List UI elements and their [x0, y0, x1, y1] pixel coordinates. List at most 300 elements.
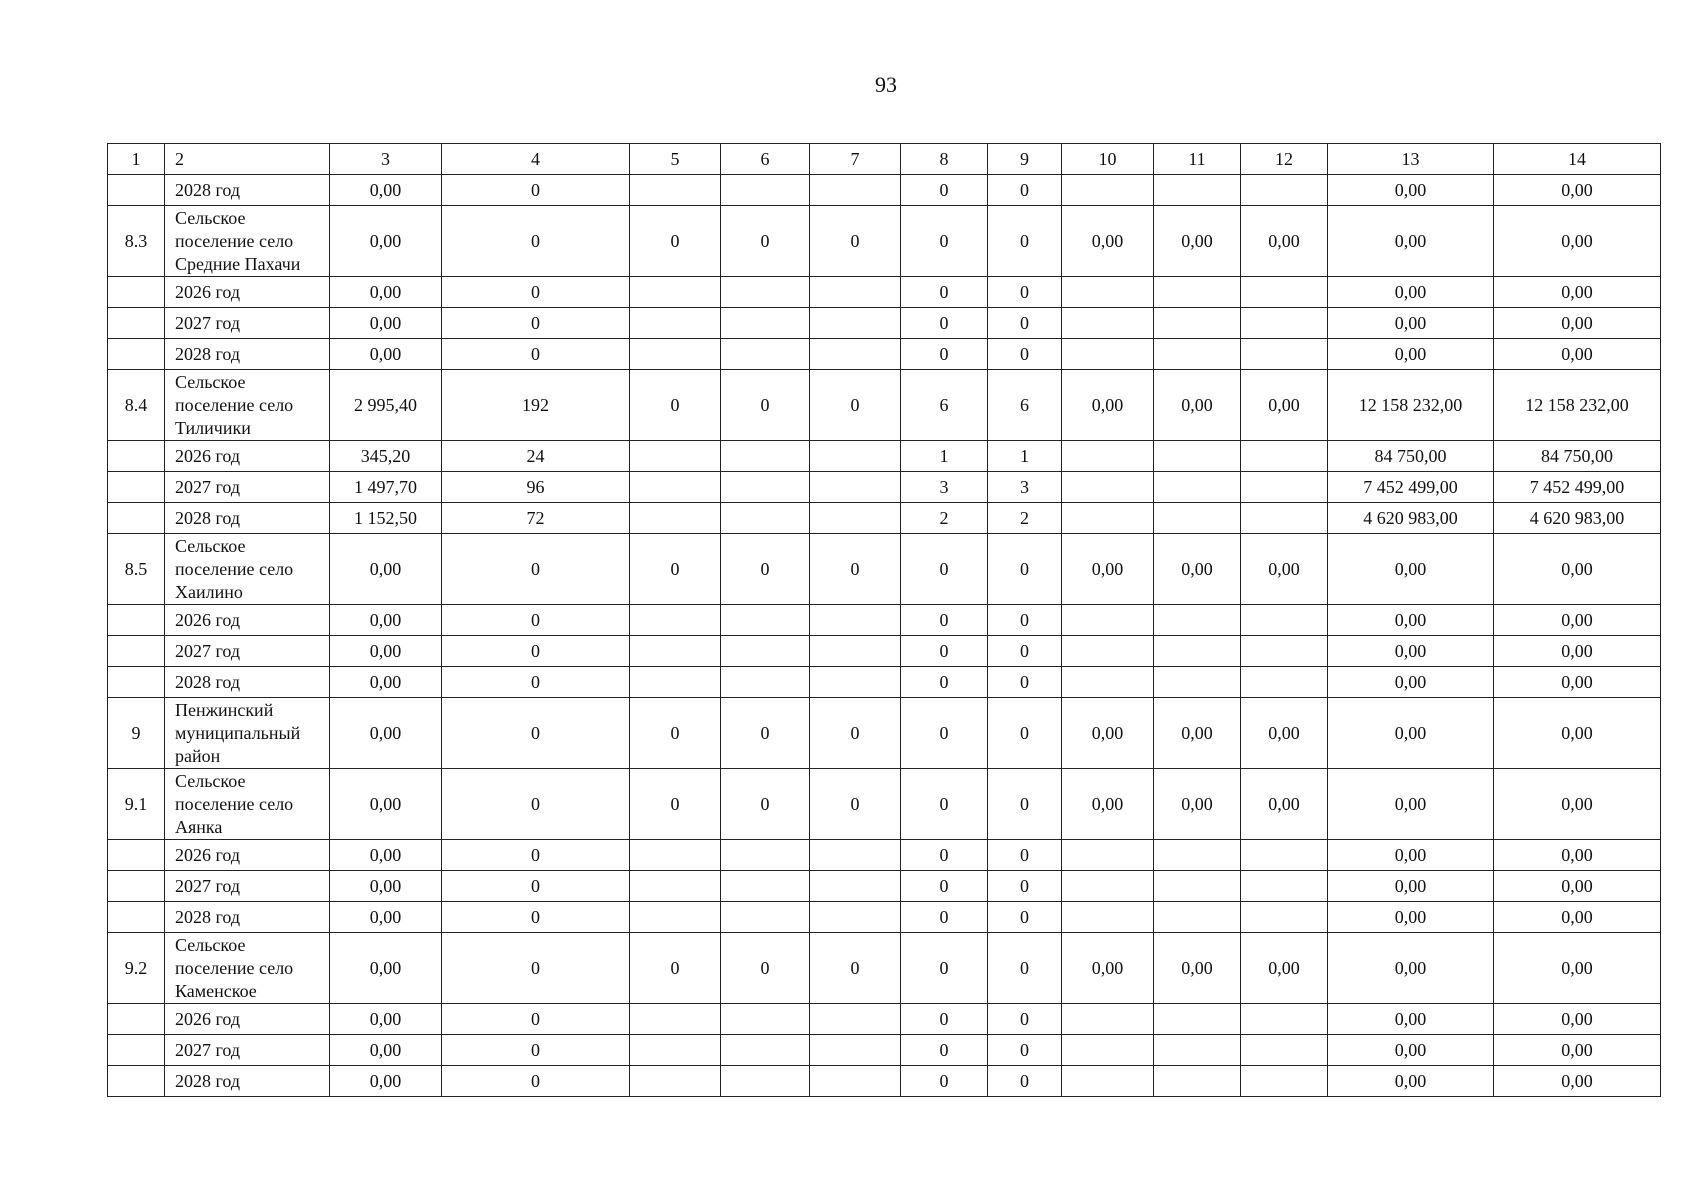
body-cell-col-3: 0,00: [330, 840, 442, 871]
body-cell-col-10: 0,00: [1062, 206, 1154, 277]
header-cell-col-8: 8: [901, 144, 988, 175]
body-cell-col-4: 96: [442, 472, 630, 503]
body-cell-col-9: 0: [988, 308, 1062, 339]
page-number: 93: [875, 72, 897, 97]
body-cell-col-10: [1062, 175, 1154, 206]
header-cell-col-1: 1: [108, 144, 165, 175]
body-cell-col-9: 0: [988, 636, 1062, 667]
body-cell-col-9: 1: [988, 441, 1062, 472]
body-cell-col-3: 0,00: [330, 1004, 442, 1035]
body-cell-col-6: 0: [721, 933, 810, 1004]
body-cell-col-3: 0,00: [330, 636, 442, 667]
body-cell-col-12: 0,00: [1241, 769, 1328, 840]
body-cell-col-4: 0: [442, 636, 630, 667]
body-cell-col-2: Сельское поселение село Каменское: [165, 933, 330, 1004]
body-cell-col-2: 2028 год: [165, 503, 330, 534]
body-cell-col-11: [1154, 339, 1241, 370]
body-cell-col-7: [810, 605, 901, 636]
body-cell-col-3: 0,00: [330, 871, 442, 902]
body-cell-col-1: 9.2: [108, 933, 165, 1004]
table-row: [108, 175, 1661, 206]
header-cell-col-5: 5: [630, 144, 721, 175]
body-cell-col-10: 0,00: [1062, 769, 1154, 840]
header-cell-col-13: 13: [1328, 144, 1494, 175]
body-cell-col-11: [1154, 605, 1241, 636]
body-cell-col-5: 0: [630, 698, 721, 769]
body-cell-col-2: 2027 год: [165, 1035, 330, 1066]
body-cell-col-11: [1154, 1004, 1241, 1035]
body-cell-col-10: [1062, 636, 1154, 667]
body-cell-col-9: 0: [988, 871, 1062, 902]
body-cell-col-3: 0,00: [330, 769, 442, 840]
body-cell-col-4: 0: [442, 206, 630, 277]
body-cell-col-8: 0: [901, 1066, 988, 1097]
body-cell-col-5: [630, 636, 721, 667]
body-cell-col-6: [721, 441, 810, 472]
body-cell-col-14: 4 620 983,00: [1494, 503, 1661, 534]
body-cell-col-8: 6: [901, 370, 988, 441]
body-cell-col-4: 0: [442, 667, 630, 698]
body-cell-col-11: [1154, 277, 1241, 308]
body-cell-col-9: 0: [988, 277, 1062, 308]
body-cell-col-11: [1154, 636, 1241, 667]
table-row: [108, 605, 1661, 636]
body-cell-col-9: 0: [988, 840, 1062, 871]
body-cell-col-12: [1241, 339, 1328, 370]
body-cell-col-4: 0: [442, 871, 630, 902]
body-cell-col-2: 2026 год: [165, 1004, 330, 1035]
body-cell-col-11: 0,00: [1154, 370, 1241, 441]
body-cell-col-12: [1241, 308, 1328, 339]
body-cell-col-14: 7 452 499,00: [1494, 472, 1661, 503]
body-cell-col-14: 0,00: [1494, 636, 1661, 667]
header-cell-col-12: 12: [1241, 144, 1328, 175]
body-cell-col-14: 0,00: [1494, 206, 1661, 277]
body-cell-col-8: 3: [901, 472, 988, 503]
table-row: [108, 667, 1661, 698]
body-cell-col-6: [721, 339, 810, 370]
body-cell-col-10: [1062, 871, 1154, 902]
body-cell-col-7: [810, 1066, 901, 1097]
body-cell-col-11: [1154, 1035, 1241, 1066]
body-cell-col-2: 2028 год: [165, 339, 330, 370]
body-cell-col-7: [810, 472, 901, 503]
body-cell-col-13: 0,00: [1328, 339, 1494, 370]
body-cell-col-2: 2026 год: [165, 605, 330, 636]
body-cell-col-5: [630, 667, 721, 698]
body-cell-col-13: 0,00: [1328, 175, 1494, 206]
body-cell-col-13: 0,00: [1328, 769, 1494, 840]
body-cell-col-6: [721, 1004, 810, 1035]
body-cell-col-13: 0,00: [1328, 636, 1494, 667]
body-cell-col-6: [721, 503, 810, 534]
body-cell-col-10: 0,00: [1062, 534, 1154, 605]
body-cell-col-10: [1062, 472, 1154, 503]
body-cell-col-5: 0: [630, 206, 721, 277]
body-cell-col-1: [108, 667, 165, 698]
body-cell-col-4: 0: [442, 769, 630, 840]
body-cell-col-6: [721, 1035, 810, 1066]
table-row: [108, 769, 1661, 840]
header-cell-col-10: 10: [1062, 144, 1154, 175]
body-cell-col-10: [1062, 277, 1154, 308]
body-cell-col-4: 0: [442, 1035, 630, 1066]
body-cell-col-14: 0,00: [1494, 1035, 1661, 1066]
body-cell-col-7: 0: [810, 698, 901, 769]
body-cell-col-3: 2 995,40: [330, 370, 442, 441]
body-cell-col-8: 0: [901, 175, 988, 206]
body-cell-col-7: 0: [810, 769, 901, 840]
body-cell-col-11: [1154, 871, 1241, 902]
header-cell-col-7: 7: [810, 144, 901, 175]
body-cell-col-1: [108, 472, 165, 503]
body-cell-col-4: 0: [442, 840, 630, 871]
body-cell-col-6: [721, 605, 810, 636]
body-cell-col-5: [630, 605, 721, 636]
body-cell-col-4: 0: [442, 339, 630, 370]
body-cell-col-6: [721, 1066, 810, 1097]
body-cell-col-1: [108, 1004, 165, 1035]
body-cell-col-2: 2027 год: [165, 636, 330, 667]
body-cell-col-1: [108, 175, 165, 206]
body-cell-col-14: 0,00: [1494, 769, 1661, 840]
body-cell-col-14: 12 158 232,00: [1494, 370, 1661, 441]
body-cell-col-2: 2027 год: [165, 472, 330, 503]
body-cell-col-12: [1241, 605, 1328, 636]
body-cell-col-13: 0,00: [1328, 1035, 1494, 1066]
body-cell-col-14: 0,00: [1494, 339, 1661, 370]
table-row: [108, 1004, 1661, 1035]
body-cell-col-11: 0,00: [1154, 933, 1241, 1004]
table-row: [108, 277, 1661, 308]
body-cell-col-10: [1062, 902, 1154, 933]
body-cell-col-13: 0,00: [1328, 1004, 1494, 1035]
body-cell-col-11: [1154, 503, 1241, 534]
body-cell-col-5: [630, 308, 721, 339]
body-cell-col-10: [1062, 667, 1154, 698]
body-cell-col-13: 0,00: [1328, 840, 1494, 871]
body-cell-col-12: [1241, 667, 1328, 698]
body-cell-col-5: [630, 902, 721, 933]
body-cell-col-4: 24: [442, 441, 630, 472]
table-row: [108, 871, 1661, 902]
body-cell-col-5: 0: [630, 534, 721, 605]
body-cell-col-14: 0,00: [1494, 871, 1661, 902]
body-cell-col-10: 0,00: [1062, 933, 1154, 1004]
body-cell-col-9: 0: [988, 1004, 1062, 1035]
body-cell-col-3: 0,00: [330, 698, 442, 769]
body-cell-col-3: 0,00: [330, 534, 442, 605]
body-cell-col-14: 0,00: [1494, 1004, 1661, 1035]
body-cell-col-1: [108, 605, 165, 636]
body-cell-col-2: 2026 год: [165, 277, 330, 308]
body-cell-col-11: [1154, 308, 1241, 339]
table-row: [108, 370, 1661, 441]
body-cell-col-12: [1241, 503, 1328, 534]
body-cell-col-9: 3: [988, 472, 1062, 503]
body-cell-col-8: 0: [901, 840, 988, 871]
body-cell-col-1: 8.5: [108, 534, 165, 605]
body-cell-col-2: Сельское поселение село Тиличики: [165, 370, 330, 441]
body-cell-col-8: 0: [901, 636, 988, 667]
body-cell-col-1: [108, 1066, 165, 1097]
body-cell-col-12: [1241, 441, 1328, 472]
body-cell-col-14: 0,00: [1494, 308, 1661, 339]
body-cell-col-12: [1241, 840, 1328, 871]
body-cell-col-8: 0: [901, 933, 988, 1004]
body-cell-col-6: [721, 902, 810, 933]
body-cell-col-3: 0,00: [330, 339, 442, 370]
body-cell-col-13: 0,00: [1328, 871, 1494, 902]
body-cell-col-11: [1154, 175, 1241, 206]
header-cell-col-4: 4: [442, 144, 630, 175]
body-cell-col-7: 0: [810, 370, 901, 441]
body-cell-col-6: [721, 277, 810, 308]
body-cell-col-10: [1062, 605, 1154, 636]
body-cell-col-6: [721, 667, 810, 698]
header-cell-col-6: 6: [721, 144, 810, 175]
body-cell-col-10: [1062, 441, 1154, 472]
table-row: [108, 534, 1661, 605]
body-cell-col-3: 0,00: [330, 933, 442, 1004]
body-cell-col-3: 0,00: [330, 667, 442, 698]
body-cell-col-14: 0,00: [1494, 605, 1661, 636]
body-cell-col-1: 8.4: [108, 370, 165, 441]
body-cell-col-3: 0,00: [330, 1035, 442, 1066]
body-cell-col-1: [108, 871, 165, 902]
body-cell-col-3: 0,00: [330, 175, 442, 206]
body-cell-col-2: 2028 год: [165, 902, 330, 933]
body-cell-col-8: 0: [901, 769, 988, 840]
body-cell-col-4: 0: [442, 1066, 630, 1097]
body-cell-col-9: 0: [988, 605, 1062, 636]
body-cell-col-3: 345,20: [330, 441, 442, 472]
body-cell-col-5: [630, 277, 721, 308]
body-cell-col-8: 0: [901, 308, 988, 339]
body-cell-col-11: [1154, 902, 1241, 933]
body-cell-col-2: Сельское поселение село Хаилино: [165, 534, 330, 605]
body-cell-col-7: [810, 503, 901, 534]
body-cell-col-12: 0,00: [1241, 206, 1328, 277]
body-cell-col-3: 1 152,50: [330, 503, 442, 534]
body-cell-col-10: [1062, 840, 1154, 871]
body-cell-col-13: 0,00: [1328, 933, 1494, 1004]
body-cell-col-4: 0: [442, 175, 630, 206]
body-cell-col-11: 0,00: [1154, 206, 1241, 277]
body-cell-col-1: 9: [108, 698, 165, 769]
body-cell-col-3: 0,00: [330, 1066, 442, 1097]
body-cell-col-7: [810, 441, 901, 472]
body-cell-col-5: 0: [630, 933, 721, 1004]
body-cell-col-7: [810, 175, 901, 206]
body-cell-col-8: 0: [901, 534, 988, 605]
body-cell-col-5: [630, 472, 721, 503]
body-cell-col-10: [1062, 1004, 1154, 1035]
body-cell-col-1: 8.3: [108, 206, 165, 277]
body-cell-col-2: 2027 год: [165, 871, 330, 902]
header-cell-col-3: 3: [330, 144, 442, 175]
body-cell-col-6: 0: [721, 769, 810, 840]
body-cell-col-3: 0,00: [330, 206, 442, 277]
table-row: [108, 472, 1661, 503]
body-cell-col-13: 0,00: [1328, 1066, 1494, 1097]
body-cell-col-8: 0: [901, 339, 988, 370]
body-cell-col-7: [810, 277, 901, 308]
body-cell-col-4: 0: [442, 698, 630, 769]
body-cell-col-13: 0,00: [1328, 902, 1494, 933]
body-cell-col-9: 0: [988, 933, 1062, 1004]
body-cell-col-1: [108, 339, 165, 370]
body-cell-col-6: [721, 871, 810, 902]
body-cell-col-4: 0: [442, 534, 630, 605]
body-cell-col-11: [1154, 1066, 1241, 1097]
table-row: [108, 840, 1661, 871]
body-cell-col-14: 84 750,00: [1494, 441, 1661, 472]
body-cell-col-9: 0: [988, 769, 1062, 840]
body-cell-col-2: 2026 год: [165, 840, 330, 871]
body-cell-col-12: [1241, 1035, 1328, 1066]
body-cell-col-2: Сельское поселение село Средние Пахачи: [165, 206, 330, 277]
body-cell-col-5: [630, 503, 721, 534]
body-cell-col-13: 7 452 499,00: [1328, 472, 1494, 503]
body-cell-col-13: 12 158 232,00: [1328, 370, 1494, 441]
header-cell-col-14: 14: [1494, 144, 1661, 175]
body-cell-col-7: [810, 339, 901, 370]
body-cell-col-11: [1154, 472, 1241, 503]
body-cell-col-7: [810, 902, 901, 933]
body-cell-col-6: [721, 636, 810, 667]
body-cell-col-9: 0: [988, 1035, 1062, 1066]
body-cell-col-9: 0: [988, 175, 1062, 206]
body-cell-col-2: 2028 год: [165, 667, 330, 698]
body-cell-col-14: 0,00: [1494, 667, 1661, 698]
body-cell-col-11: [1154, 441, 1241, 472]
body-cell-col-2: 2028 год: [165, 175, 330, 206]
body-cell-col-9: 0: [988, 534, 1062, 605]
body-cell-col-2: Пенжинский муниципальный район: [165, 698, 330, 769]
body-cell-col-6: 0: [721, 698, 810, 769]
body-cell-col-5: 0: [630, 769, 721, 840]
body-cell-col-5: [630, 441, 721, 472]
body-cell-col-2: 2026 год: [165, 441, 330, 472]
body-cell-col-10: 0,00: [1062, 370, 1154, 441]
data-table: [107, 143, 1661, 1097]
body-cell-col-4: 0: [442, 308, 630, 339]
body-cell-col-9: 2: [988, 503, 1062, 534]
body-cell-col-3: 0,00: [330, 308, 442, 339]
body-cell-col-3: 0,00: [330, 277, 442, 308]
body-cell-col-7: [810, 1035, 901, 1066]
body-cell-col-7: 0: [810, 933, 901, 1004]
body-cell-col-1: [108, 441, 165, 472]
body-cell-col-11: 0,00: [1154, 534, 1241, 605]
body-cell-col-9: 6: [988, 370, 1062, 441]
body-cell-col-5: [630, 871, 721, 902]
body-cell-col-8: 2: [901, 503, 988, 534]
body-cell-col-5: 0: [630, 370, 721, 441]
table-row: [108, 933, 1661, 1004]
body-cell-col-13: 0,00: [1328, 605, 1494, 636]
body-cell-col-5: [630, 339, 721, 370]
body-cell-col-13: 0,00: [1328, 277, 1494, 308]
table-row: [108, 441, 1661, 472]
body-cell-col-1: [108, 277, 165, 308]
body-cell-col-1: [108, 840, 165, 871]
body-cell-col-7: [810, 1004, 901, 1035]
body-cell-col-2: Сельское поселение село Аянка: [165, 769, 330, 840]
body-cell-col-4: 192: [442, 370, 630, 441]
body-cell-col-7: [810, 667, 901, 698]
body-cell-col-1: 9.1: [108, 769, 165, 840]
table-body: [108, 144, 1661, 1097]
body-cell-col-4: 0: [442, 933, 630, 1004]
body-cell-col-8: 0: [901, 1004, 988, 1035]
table-row: [108, 698, 1661, 769]
body-cell-col-2: 2027 год: [165, 308, 330, 339]
body-cell-col-11: [1154, 667, 1241, 698]
body-cell-col-10: [1062, 308, 1154, 339]
body-cell-col-7: [810, 636, 901, 667]
body-cell-col-8: 0: [901, 902, 988, 933]
table-row: [108, 1035, 1661, 1066]
body-cell-col-10: [1062, 503, 1154, 534]
body-cell-col-9: 0: [988, 206, 1062, 277]
header-row: [108, 144, 1661, 175]
body-cell-col-5: [630, 1004, 721, 1035]
body-cell-col-14: 0,00: [1494, 277, 1661, 308]
body-cell-col-9: 0: [988, 698, 1062, 769]
table-row: [108, 206, 1661, 277]
body-cell-col-10: [1062, 339, 1154, 370]
body-cell-col-4: 72: [442, 503, 630, 534]
body-cell-col-1: [108, 636, 165, 667]
body-cell-col-13: 0,00: [1328, 534, 1494, 605]
body-cell-col-12: [1241, 636, 1328, 667]
body-cell-col-7: 0: [810, 534, 901, 605]
body-cell-col-1: [108, 503, 165, 534]
body-cell-col-13: 4 620 983,00: [1328, 503, 1494, 534]
body-cell-col-13: 0,00: [1328, 667, 1494, 698]
body-cell-col-6: [721, 308, 810, 339]
body-cell-col-14: 0,00: [1494, 698, 1661, 769]
body-cell-col-10: [1062, 1035, 1154, 1066]
body-cell-col-4: 0: [442, 902, 630, 933]
table-row: [108, 308, 1661, 339]
body-cell-col-5: [630, 840, 721, 871]
body-cell-col-9: 0: [988, 667, 1062, 698]
body-cell-col-5: [630, 175, 721, 206]
body-cell-col-5: [630, 1066, 721, 1097]
table-row: [108, 1066, 1661, 1097]
body-cell-col-9: 0: [988, 1066, 1062, 1097]
body-cell-col-7: [810, 308, 901, 339]
body-cell-col-12: [1241, 1004, 1328, 1035]
body-cell-col-9: 0: [988, 339, 1062, 370]
table-row: [108, 339, 1661, 370]
body-cell-col-8: 1: [901, 441, 988, 472]
body-cell-col-10: [1062, 1066, 1154, 1097]
body-cell-col-8: 0: [901, 871, 988, 902]
body-cell-col-10: 0,00: [1062, 698, 1154, 769]
body-cell-col-6: [721, 840, 810, 871]
body-cell-col-3: 0,00: [330, 902, 442, 933]
body-cell-col-6: 0: [721, 534, 810, 605]
body-cell-col-4: 0: [442, 605, 630, 636]
body-cell-col-8: 0: [901, 1035, 988, 1066]
body-cell-col-13: 0,00: [1328, 308, 1494, 339]
body-cell-col-6: [721, 175, 810, 206]
body-cell-col-6: [721, 472, 810, 503]
